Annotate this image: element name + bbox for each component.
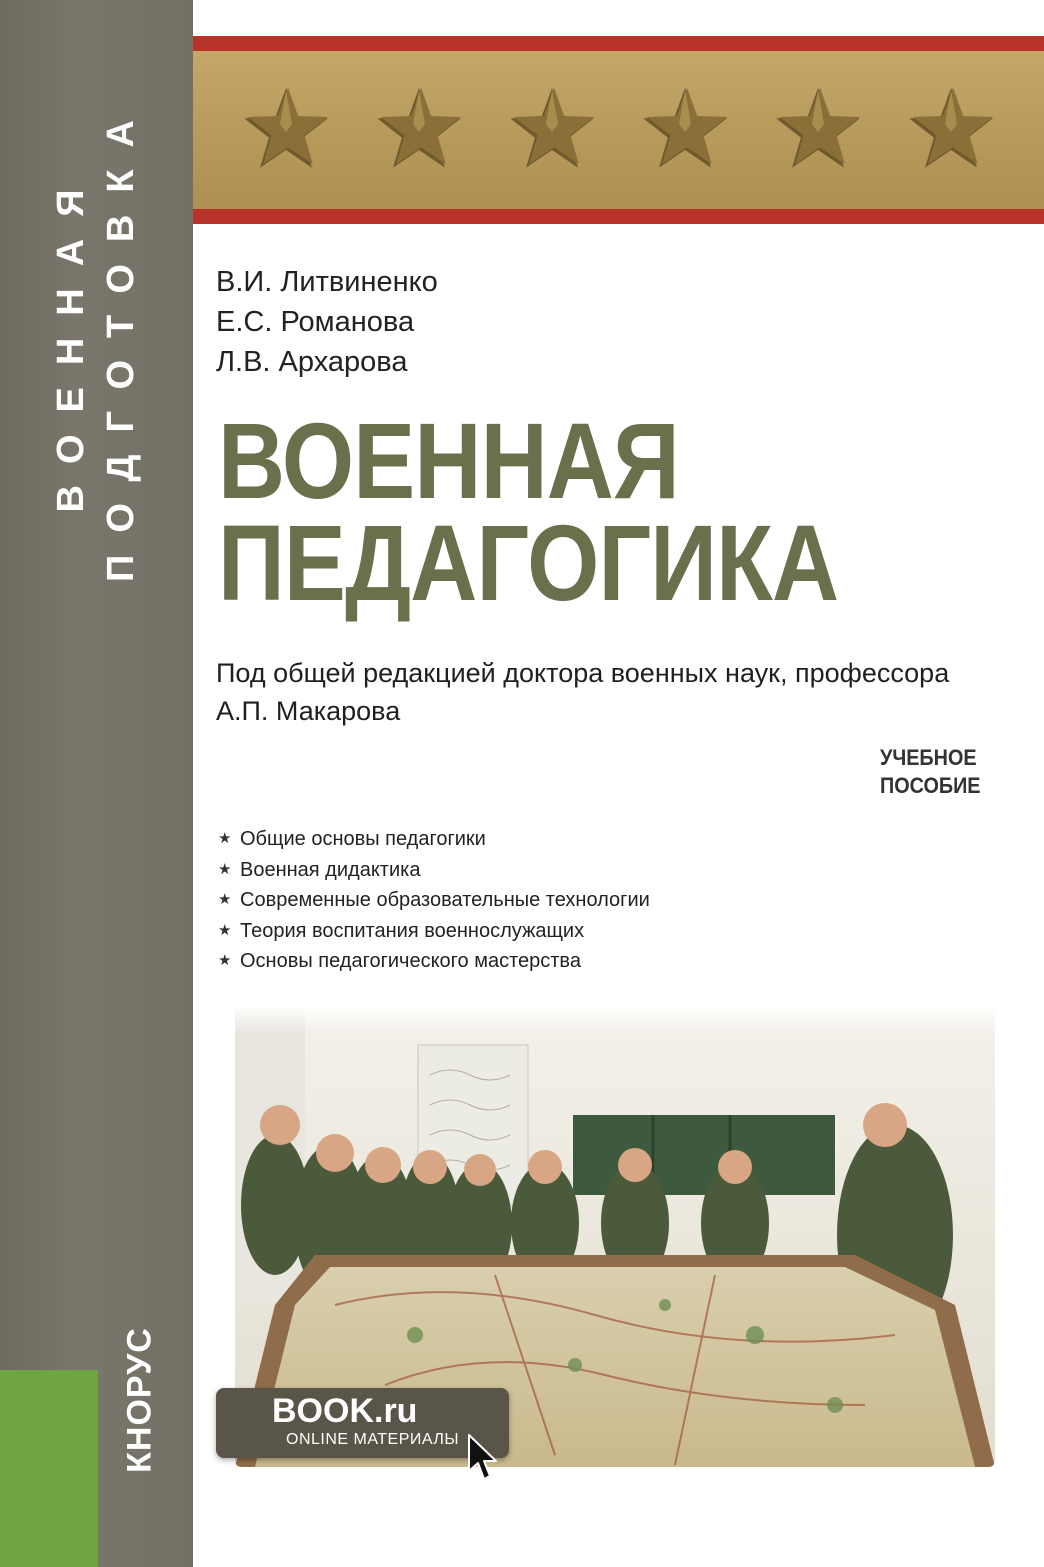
publication-type-line-2: ПОСОБИЕ [880,773,981,798]
editor-credit [216,654,1016,730]
series-name [46,80,146,600]
banner-star-icon [373,84,465,176]
title-line-2: ПЕДАГОГИКА [218,502,839,623]
badge-title: BOOK.ru [272,1392,418,1430]
star-bullet-icon: ★ [218,860,232,878]
topic-item [218,885,650,916]
author-3: Л.В. Архарова [216,346,408,378]
title-line-1: ВОЕННАЯ [218,400,679,521]
publication-type [880,744,981,800]
banner-star-icon [240,84,332,176]
author-list [216,262,438,382]
topic-item [218,946,650,977]
topic-label: Современные образовательные технологии [240,889,650,911]
topic-label: Основы педагогического мастерства [240,950,581,972]
author-2: Е.С. Романова [216,306,415,338]
publisher-name: КНОРУС [120,1327,159,1473]
book-spine [0,0,193,1567]
topic-list [218,824,650,977]
banner-star-icon [506,84,598,176]
star-bullet-icon: ★ [218,952,232,969]
star-bullet-icon: ★ [218,921,232,939]
topic-label: Военная дидактика [240,858,421,881]
banner-top-stripe [193,36,1044,51]
author-1: В.И. Литвиненко [216,266,438,298]
topic-label: Теория воспитания военнослужащих [240,919,585,942]
series-line-1: ВОЕННАЯ [50,167,92,513]
editor-line-1: Под общей редакцией доктора военных наук, профессора [216,658,950,688]
banner-star-icon [905,84,997,176]
banner-bottom-stripe [193,209,1044,224]
cursor-arrow-icon [466,1433,498,1483]
series-line-2: ПОДГОТОВКА [100,98,142,582]
topic-item [218,824,650,855]
book-title [218,400,839,623]
topic-item [218,855,650,886]
badge-subtitle: ONLINE МАТЕРИАЛЫ [286,1431,460,1448]
topic-label: Общие основы педагогики [240,828,486,850]
star-bullet-icon: ★ [218,891,232,908]
editor-line-2: А.П. Макарова [216,696,401,726]
publisher-color-block [0,1370,98,1567]
publication-type-line-1: УЧЕБНОЕ [880,745,977,770]
banner-star-icon [639,84,731,176]
banner-star-icon [772,84,864,176]
star-bullet-icon: ★ [218,830,232,847]
topic-item [218,916,650,947]
